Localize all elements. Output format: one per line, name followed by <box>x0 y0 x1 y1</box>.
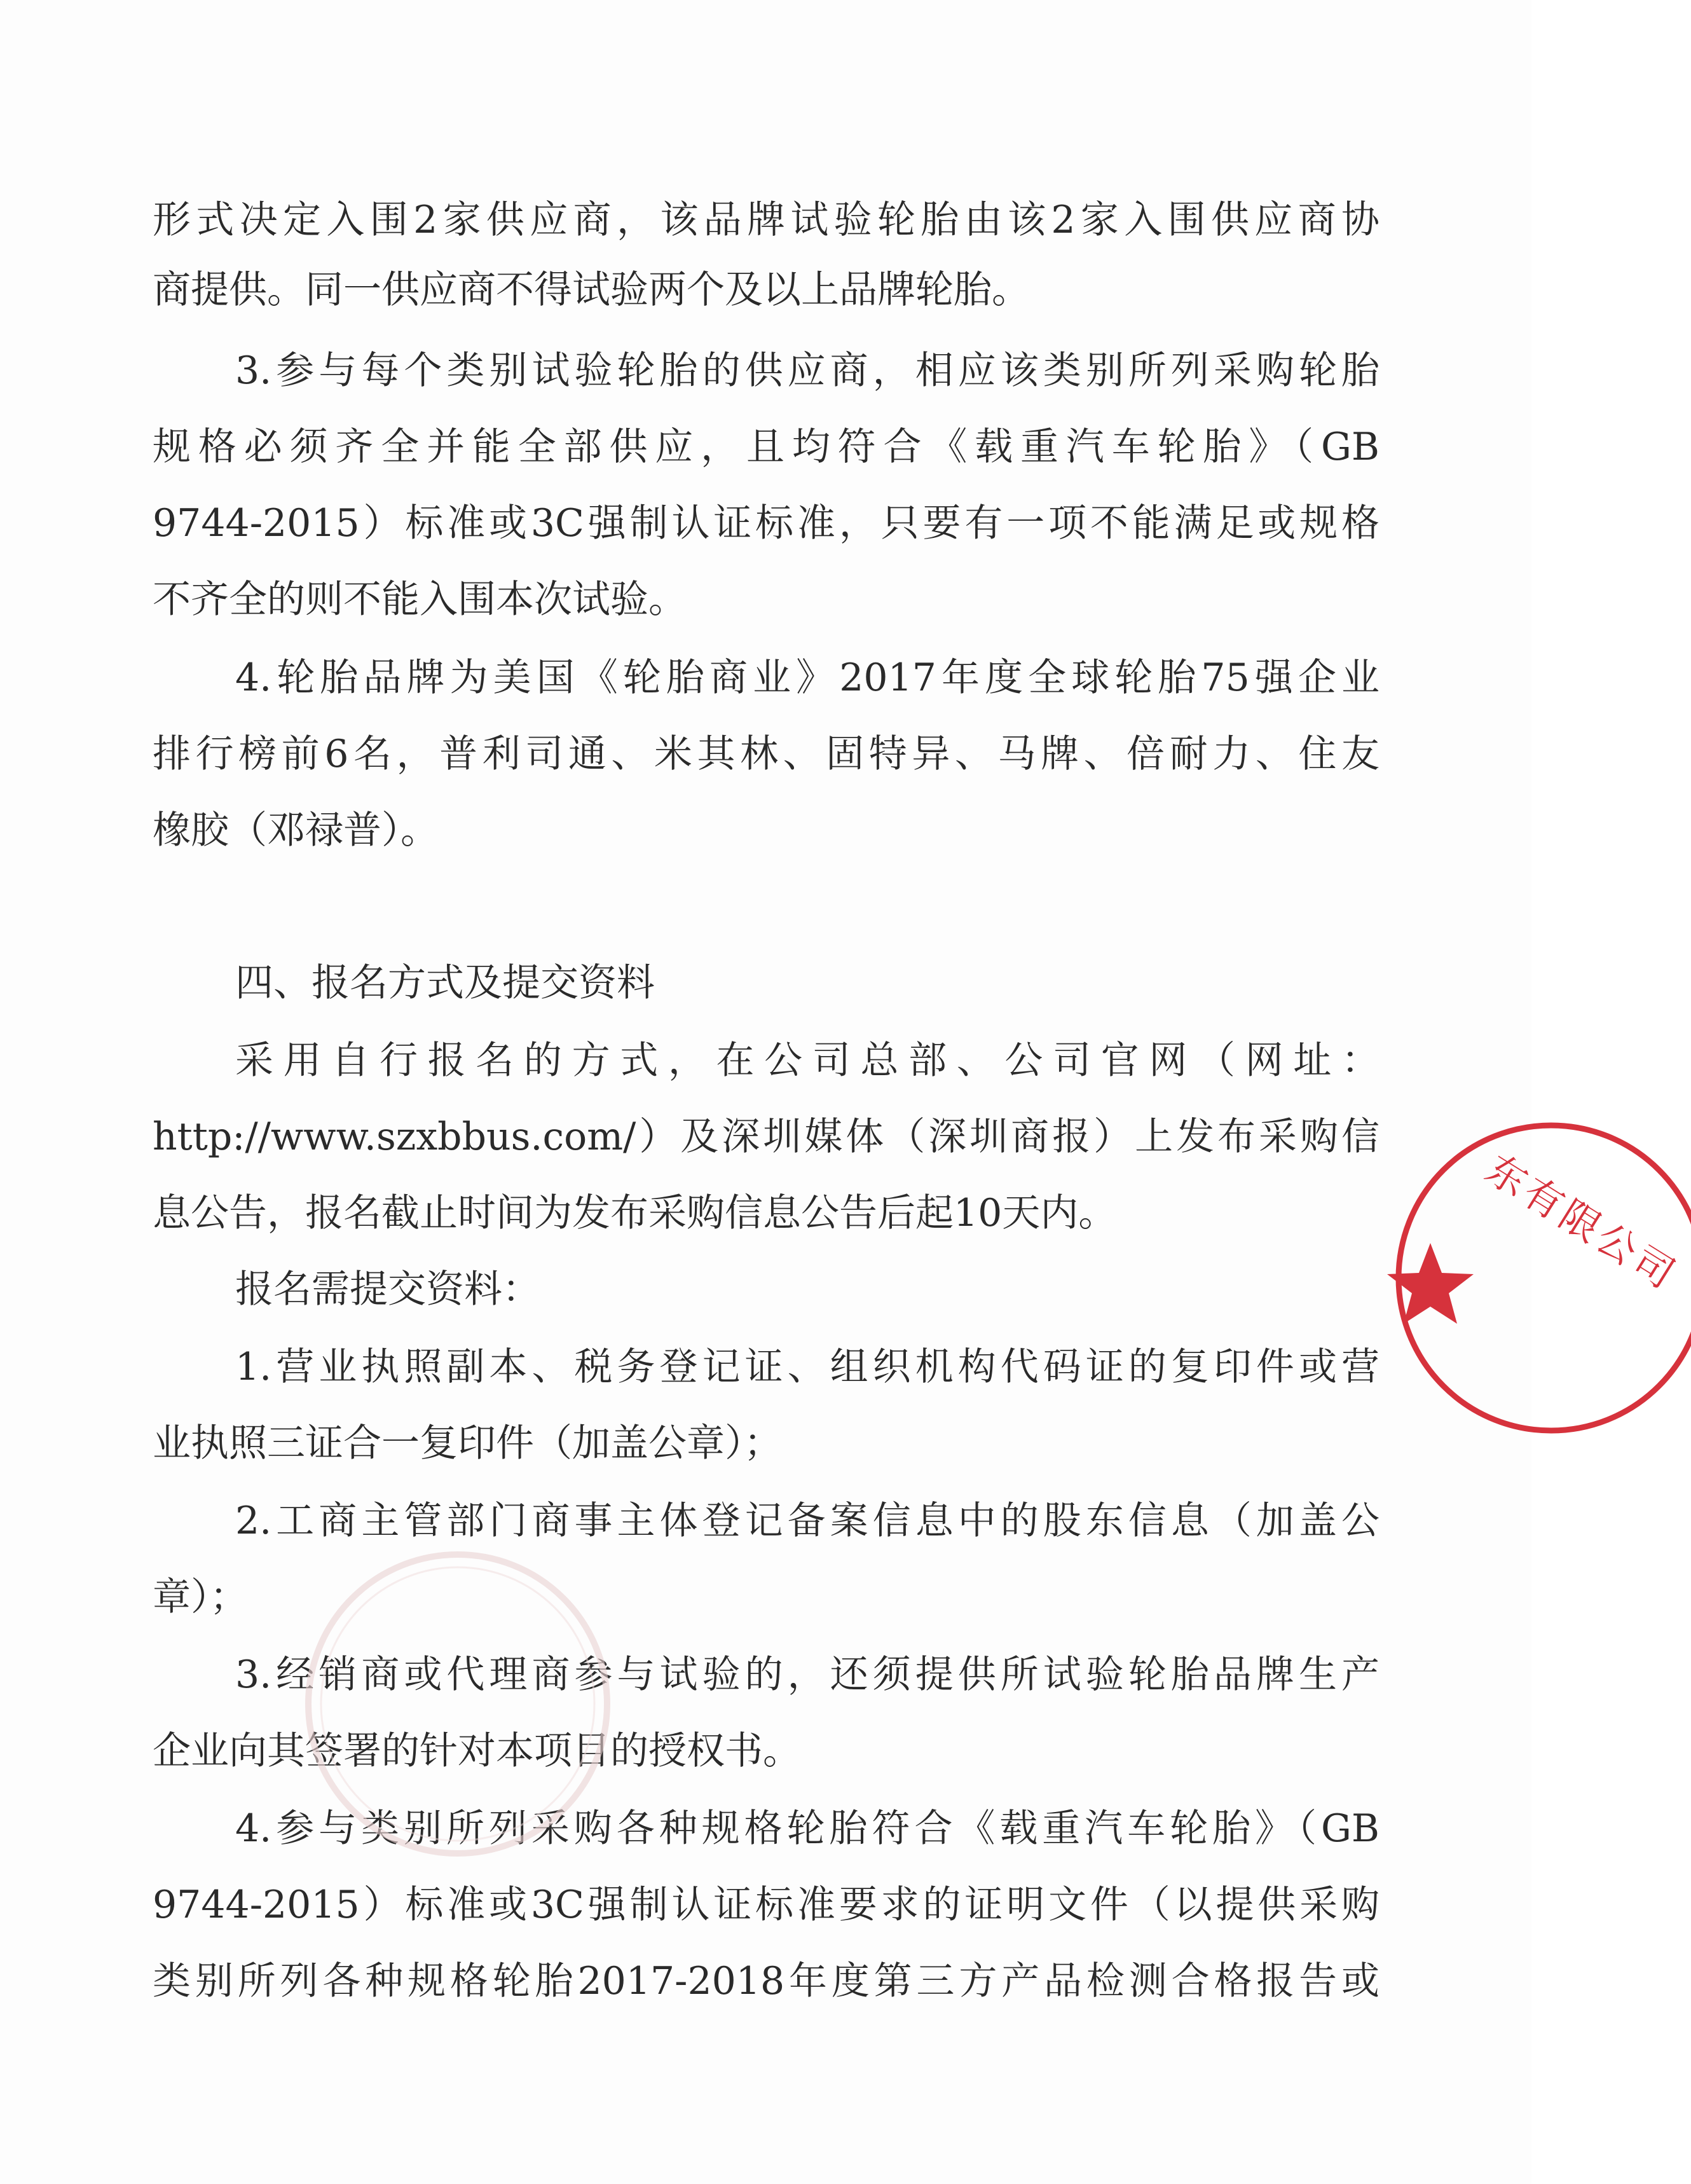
body-line: 9744-2015）标准或3C强制认证标准要求的证明文件（以提供采购 <box>153 1883 1380 1927</box>
body-line: 形式决定入围2家供应商，该品牌试验轮胎由该2家入围供应商协 <box>153 198 1380 242</box>
body-line: 企业向其签署的针对本项目的授权书。 <box>153 1729 801 1773</box>
company-seal <box>1360 1106 1691 1437</box>
body-line: 章）； <box>153 1575 248 1619</box>
body-line: 3.参与每个类别试验轮胎的供应商，相应该类别所列采购轮胎 <box>235 348 1380 393</box>
body-line: 规格必须齐全并能全部供应，且均符合《载重汽车轮胎》（GB <box>153 425 1380 469</box>
body-line: 不齐全的则不能入围本次试验。 <box>153 577 687 622</box>
body-line: 9744-2015）标准或3C强制认证标准，只要有一项不能满足或规格 <box>153 501 1380 546</box>
seal-text: 东有限公司 <box>1477 1145 1686 1300</box>
body-line: 4.轮胎品牌为美国《轮胎商业》2017年度全球轮胎75强企业 <box>235 656 1380 700</box>
body-line: 2.工商主管部门商事主体登记备案信息中的股东信息（加盖公 <box>235 1499 1380 1543</box>
section-heading: 四、报名方式及提交资料 <box>235 961 655 1005</box>
body-line: 3.经销商或代理商参与试验的，还须提供所试验轮胎品牌生产 <box>235 1652 1380 1697</box>
body-line: 息公告，报名截止时间为发布采购信息公告后起10天内。 <box>153 1191 1117 1235</box>
body-line: 商提供。同一供应商不得试验两个及以上品牌轮胎。 <box>153 268 1030 312</box>
body-line: 4.参与类别所列采购各种规格轮胎符合《载重汽车轮胎》（GB <box>235 1806 1380 1851</box>
body-line: 报名需提交资料： <box>235 1267 540 1312</box>
body-line: 采用自行报名的方式，在公司总部、公司官网（网址： <box>235 1038 1380 1083</box>
faded-seal-mark <box>299 1545 617 1863</box>
body-line: 橡胶（邓禄普）。 <box>153 808 439 853</box>
body-line: 业执照三证合一复印件（加盖公章）； <box>153 1421 782 1466</box>
body-line: 类别所列各种规格轮胎2017-2018年度第三方产品检测合格报告或 <box>153 1959 1380 2003</box>
body-line: 排行榜前6名，普利司通、米其林、固特异、马牌、倍耐力、住友 <box>153 732 1380 776</box>
body-line: 1.营业执照副本、税务登记证、组织机构代码证的复印件或营 <box>235 1345 1380 1389</box>
body-line: http://www.szxbbus.com/）及深圳媒体（深圳商报）上发布采购信 <box>153 1115 1380 1159</box>
